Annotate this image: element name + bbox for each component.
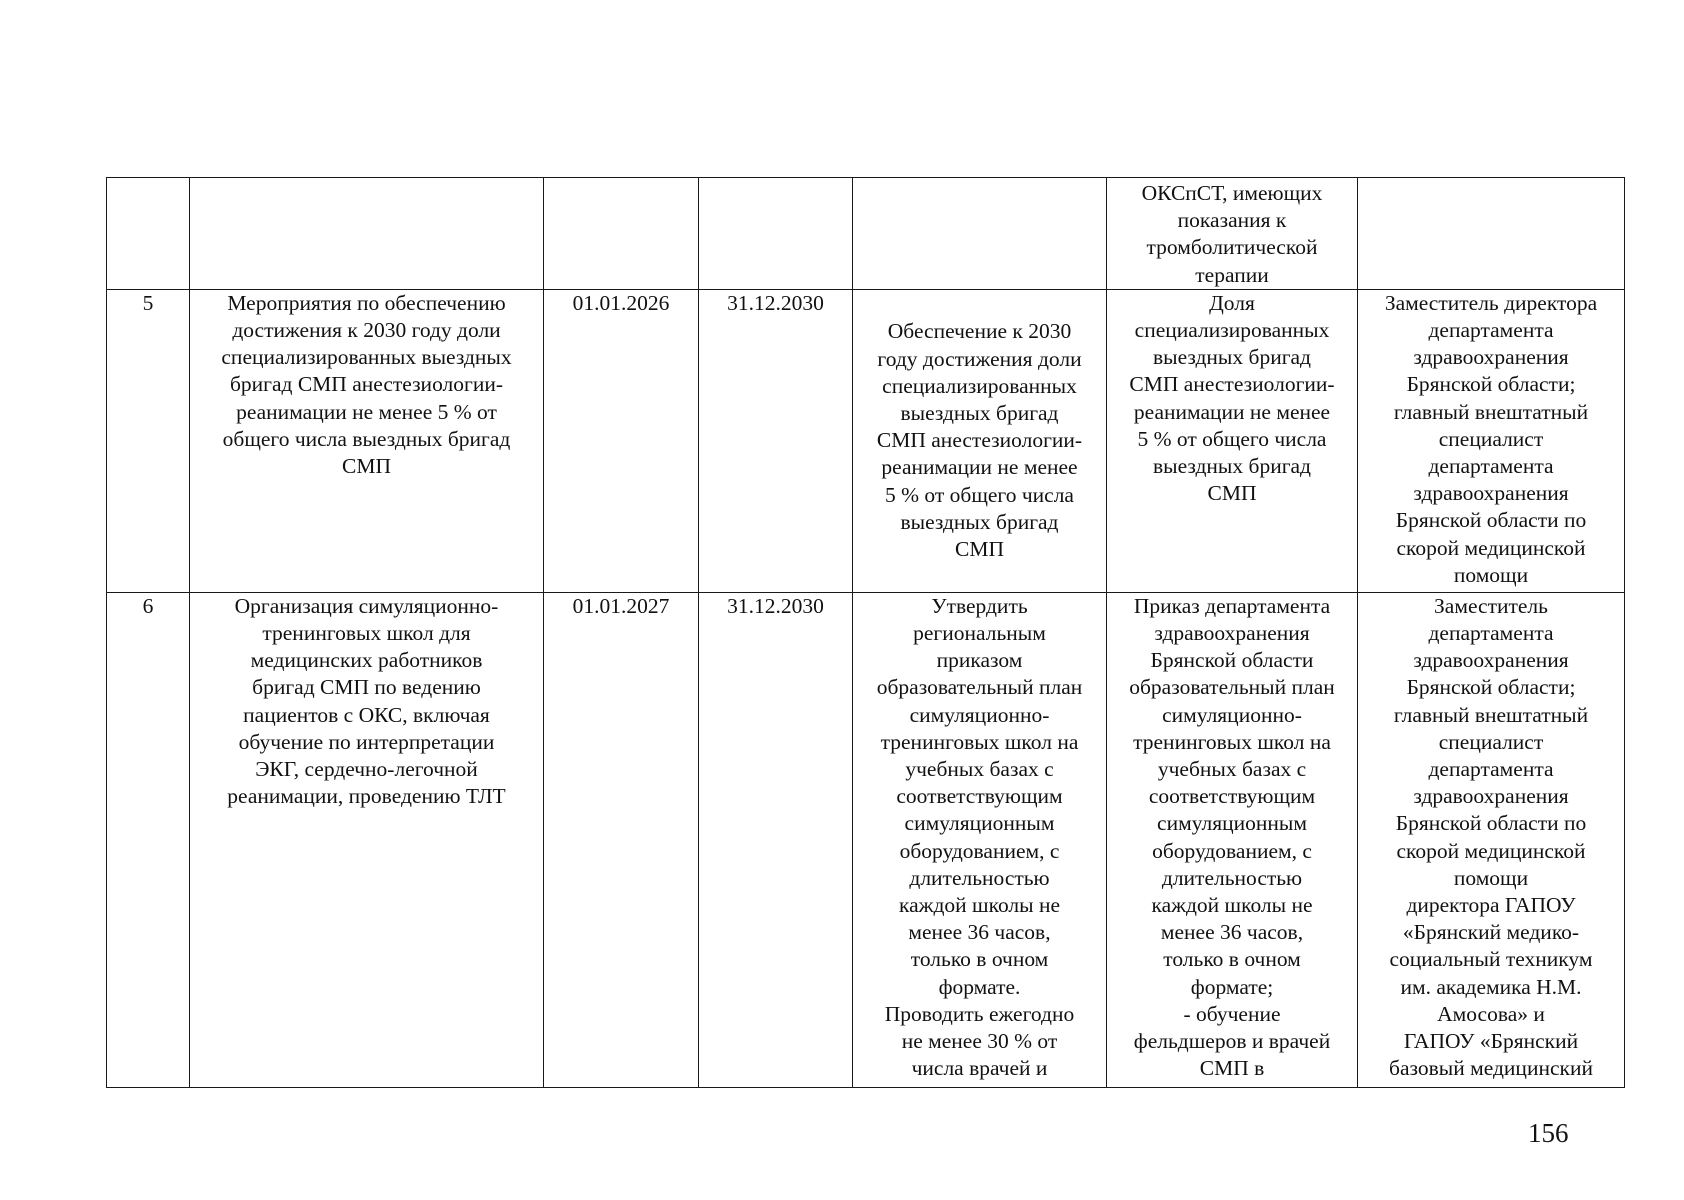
cell-measure: Организация симуляционно- тренинговых школ для медицинских работников бригад СМП по ведению пациентов с ОКС, включая обучение по интерпретации ЭКГ, сердечно-легочной реанимации, проведению ТЛТ (190, 592, 544, 1087)
cell-result: Обеспечение к 2030 году достижения доли специализированных выездных бригад СМП анестезиологии- реанимации не менее 5 % от общего числа выездных бригад СМП (853, 289, 1107, 592)
cell-result: Утвердить региональным приказом образовательный план симуляционно- тренинговых школ на учебных базах с соответствующим симуляционным оборудованием, с длительностью каждой школы не менее 36 часов, только в очном формате. Проводить ежегодно не менее 30 % от числа врачей и (853, 592, 1107, 1087)
cell-end-date (699, 178, 853, 290)
cell-end-date: 31.12.2030 (699, 592, 853, 1087)
cell-result (853, 178, 1107, 290)
cell-indicator: ОКСпСТ, имеющих показания к тромболитической терапии (1107, 178, 1358, 290)
cell-start-date (544, 178, 699, 290)
cell-indicator: Приказ департамента здравоохранения Брянской области образовательный план симуляционно- тренинговых школ на учебных базах с соответствующим симуляционным оборудованием, с длительностью каждой школы не менее 36 часов, только в очном формате; - обучение фельдшеров и врачей СМП в (1107, 592, 1358, 1087)
table-row (107, 289, 1625, 592)
plan-table (106, 177, 1625, 1088)
cell-number: 5 (107, 289, 190, 592)
page-number: 156 (1528, 1118, 1569, 1148)
cell-start-date: 01.01.2026 (544, 289, 699, 592)
table-row-continuation (107, 178, 1625, 290)
cell-indicator: Доля специализированных выездных бригад СМП анестезиологии- реанимации не менее 5 % от общего числа выездных бригад СМП (1107, 289, 1358, 592)
cell-responsible (1358, 178, 1625, 290)
cell-number (107, 178, 190, 290)
cell-measure (190, 178, 544, 290)
cell-measure: Мероприятия по обеспечению достижения к 2030 году доли специализированных выездных бригад СМП анестезиологии- реанимации не менее 5 % от общего числа выездных бригад СМП (190, 289, 544, 592)
cell-number: 6 (107, 592, 190, 1087)
cell-responsible: Заместитель директора департамента здравоохранения Брянской области; главный внештатный специалист департамента здравоохранения Брянской области по скорой медицинской помощи (1358, 289, 1625, 592)
cell-responsible: Заместитель департамента здравоохранения Брянской области; главный внештатный специалист департамента здравоохранения Брянской области по скорой медицинской помощи директора ГАПОУ «Брянский медико- социальный техникум им. академика Н.М. Амосова» и ГАПОУ «Брянский базовый медицинский (1358, 592, 1625, 1087)
cell-end-date: 31.12.2030 (699, 289, 853, 592)
cell-start-date: 01.01.2027 (544, 592, 699, 1087)
table-row (107, 592, 1625, 1087)
